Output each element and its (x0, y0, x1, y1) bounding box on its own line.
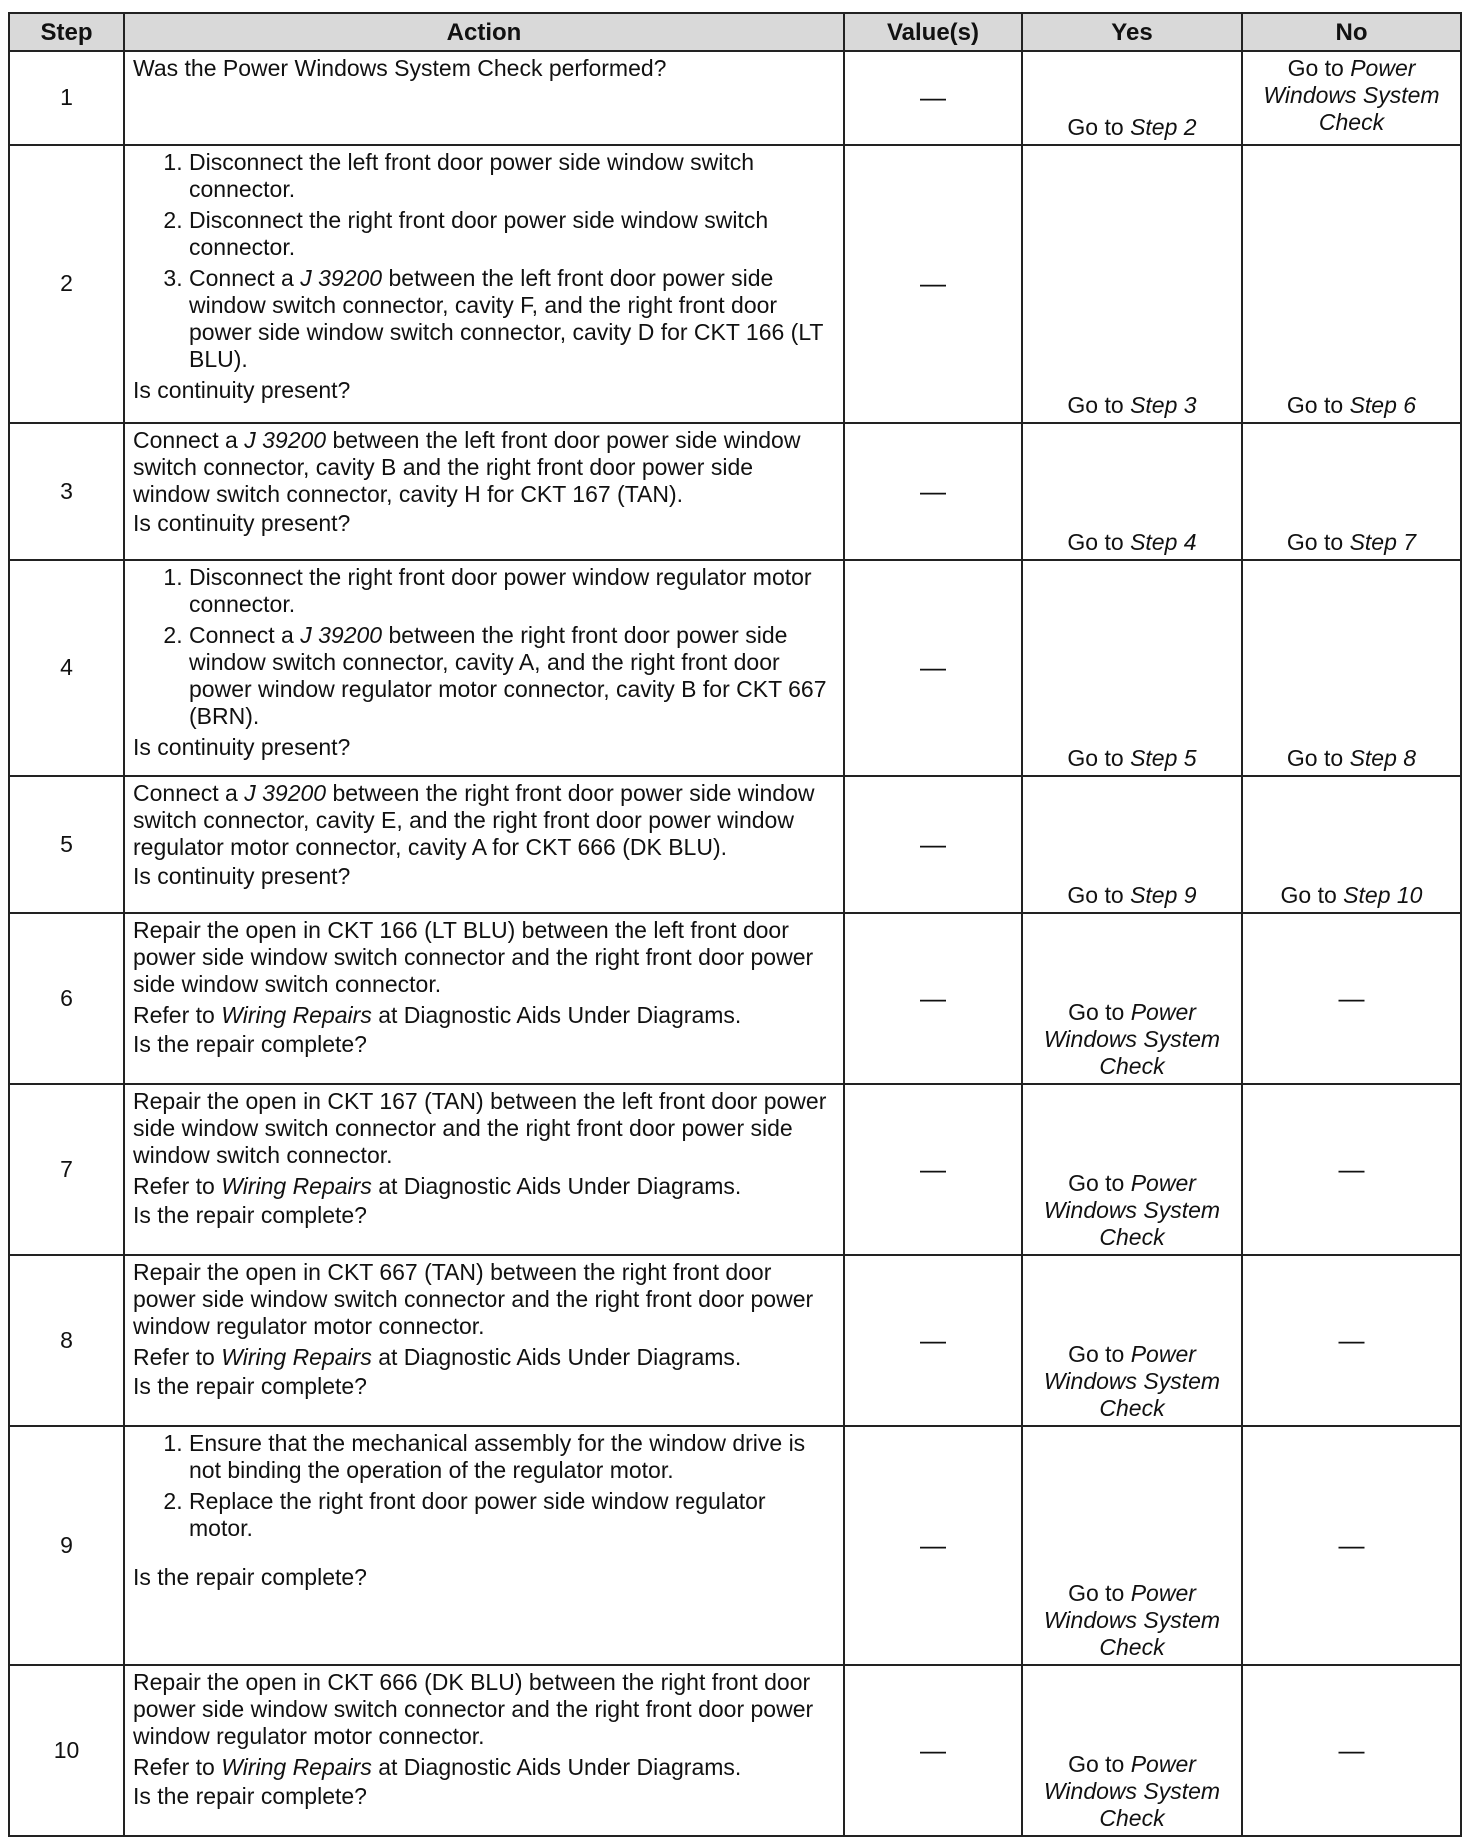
no-cell: Go to Step 10 (1242, 776, 1461, 913)
action-list (133, 1430, 835, 1542)
yes-link[interactable]: Power Windows System Check (1043, 1341, 1221, 1422)
action-item: 1. Ensure that the mechanical assembly for the window drive is not binding the operation of the regulator motor. (189, 1430, 835, 1484)
action-cell (124, 51, 844, 145)
value-cell: — (844, 1084, 1022, 1255)
step-number: 10 (9, 1665, 124, 1836)
table-row (9, 776, 1461, 913)
action-text: Repair the open in CKT 167 (TAN) between the left front door power side window switch connector and the right front door power side window switch connector. (133, 1088, 827, 1169)
question: Is the repair complete? (133, 1782, 367, 1809)
tool-name: J 39200 (300, 621, 383, 648)
action-text: Was the Power Windows System Check performed? (133, 55, 667, 81)
step-number: 1 (9, 51, 124, 145)
table-row (9, 1084, 1461, 1255)
yes-link[interactable]: Step 5 (1130, 745, 1197, 772)
action-cell (124, 1084, 844, 1255)
no-cell: Go to Step 7 (1242, 423, 1461, 560)
action-list (133, 564, 835, 730)
table-row (9, 51, 1461, 145)
step-number: 9 (9, 1426, 124, 1665)
no-cell: Go to Power Windows System Check (1242, 51, 1461, 145)
header-yes: Yes (1022, 13, 1242, 51)
yes-link[interactable]: Power Windows System Check (1043, 1751, 1221, 1831)
table-row (9, 423, 1461, 560)
value-cell: — (844, 1255, 1022, 1426)
yes-cell: Go to Power Windows System Check (1022, 1084, 1242, 1255)
action-text: Repair the open in CKT 166 (LT BLU) between the left front door power side window switch connector and the right front door power side window switch connector. (133, 917, 814, 998)
yes-link[interactable]: Step 3 (1130, 391, 1197, 418)
tool-name: J 39200 (244, 780, 327, 807)
action-cell (124, 1426, 844, 1665)
yes-cell: Go to Power Windows System Check (1022, 1426, 1242, 1665)
tool-name: J 39200 (300, 264, 383, 291)
yes-cell: Go to Power Windows System Check (1022, 1665, 1242, 1836)
yes-link[interactable]: Step 9 (1130, 882, 1197, 909)
header-values: Value(s) (844, 13, 1022, 51)
action-item: 2. Replace the right front door power side window regulator motor. (189, 1488, 835, 1542)
no-cell: Go to Step 6 (1242, 145, 1461, 423)
step-number: 7 (9, 1084, 124, 1255)
action-cell (124, 560, 844, 776)
refer-text: Refer to Wiring Repairs at Diagnostic Aids Under Diagrams. (133, 1753, 742, 1780)
no-cell: — (1242, 913, 1461, 1084)
header-step: Step (9, 13, 124, 51)
action-item: 2. Disconnect the right front door power side window switch connector. (189, 207, 835, 261)
step-number: 2 (9, 145, 124, 423)
action-cell (124, 913, 844, 1084)
yes-link[interactable]: Power Windows System Check (1043, 999, 1221, 1080)
yes-link[interactable]: Step 4 (1130, 528, 1197, 555)
table-row (9, 913, 1461, 1084)
action-cell (124, 776, 844, 913)
action-cell (124, 145, 844, 423)
question: Is continuity present? (133, 509, 351, 536)
action-cell (124, 1255, 844, 1426)
yes-cell: Go to Step 2 (1022, 51, 1242, 145)
no-link[interactable]: Step 8 (1349, 745, 1417, 772)
question: Is the repair complete? (133, 1202, 367, 1229)
action-item: 2. Connect a J 39200 between the right front door power side window switch connector, cavity A, and the right front door power window regulator motor connector, cavity B for CKT 667 (BRN). (189, 622, 835, 730)
action-cell (124, 1665, 844, 1836)
action-text: Connect a J 39200 between the right front door power side window switch connector, cavity E, and the right front door power window regulator motor connector, cavity A for CKT 666 (DK BLU). (133, 780, 815, 861)
yes-cell: Go to Step 4 (1022, 423, 1242, 560)
question: Is continuity present? (133, 863, 351, 890)
wiring-repairs-link[interactable]: Wiring Repairs (221, 1344, 372, 1371)
no-cell: Go to Step 8 (1242, 560, 1461, 776)
no-cell: — (1242, 1665, 1461, 1836)
wiring-repairs-link[interactable]: Wiring Repairs (221, 1002, 372, 1029)
step-number: 6 (9, 913, 124, 1084)
refer-text: Refer to Wiring Repairs at Diagnostic Aids Under Diagrams. (133, 1002, 742, 1029)
tool-name: J 39200 (244, 426, 327, 453)
yes-cell: Go to Step 9 (1022, 776, 1242, 913)
table-row (9, 1255, 1461, 1426)
refer-text: Refer to Wiring Repairs at Diagnostic Aids Under Diagrams. (133, 1344, 742, 1371)
action-item: 1. Disconnect the right front door power window regulator motor connector. (189, 564, 835, 618)
no-link[interactable]: Step 7 (1349, 528, 1417, 555)
question: Is continuity present? (133, 733, 351, 760)
no-link[interactable]: Step 10 (1343, 882, 1423, 909)
header-row (9, 13, 1461, 51)
no-link[interactable]: Power Windows System Check (1263, 55, 1440, 135)
yes-link[interactable]: Step 2 (1130, 113, 1197, 140)
question: Is the repair complete? (133, 1031, 367, 1058)
no-cell: — (1242, 1084, 1461, 1255)
table-row (9, 560, 1461, 776)
step-number: 5 (9, 776, 124, 913)
yes-link[interactable]: Power Windows System Check (1043, 1170, 1221, 1251)
step-number: 3 (9, 423, 124, 560)
no-cell: — (1242, 1426, 1461, 1665)
action-text: Repair the open in CKT 667 (TAN) between the right front door power side window switch connector and the right front door power window regulator motor connector. (133, 1259, 814, 1340)
table-row (9, 1426, 1461, 1665)
step-number: 4 (9, 560, 124, 776)
yes-cell: Go to Power Windows System Check (1022, 913, 1242, 1084)
action-text: Connect a J 39200 between the left front door power side window switch connector, cavity B and the right front door power side window switch connector, cavity H for CKT 167 (TAN). (133, 426, 801, 507)
step-number: 8 (9, 1255, 124, 1426)
table-row (9, 1665, 1461, 1836)
action-cell (124, 423, 844, 560)
no-cell: — (1242, 1255, 1461, 1426)
header-action: Action (124, 13, 844, 51)
action-item: 1. Disconnect the left front door power side window switch connector. (189, 149, 835, 203)
value-cell: — (844, 560, 1022, 776)
table-row (9, 145, 1461, 423)
value-cell: — (844, 51, 1022, 145)
question: Is continuity present? (133, 376, 351, 403)
value-cell: — (844, 913, 1022, 1084)
value-cell: — (844, 145, 1022, 423)
refer-text: Refer to Wiring Repairs at Diagnostic Aids Under Diagrams. (133, 1173, 742, 1200)
yes-cell: Go to Power Windows System Check (1022, 1255, 1242, 1426)
header-no: No (1242, 13, 1461, 51)
action-item: 3. Connect a J 39200 between the left front door power side window switch connector, cavity F, and the right front door power side window switch connector, cavity D for CKT 166 (LT BLU). (189, 265, 835, 373)
diagnostic-table (8, 12, 1462, 1837)
question: Is the repair complete? (133, 1373, 367, 1400)
value-cell: — (844, 776, 1022, 913)
value-cell: — (844, 423, 1022, 560)
no-link[interactable]: Step 6 (1349, 391, 1417, 418)
wiring-repairs-link[interactable]: Wiring Repairs (221, 1753, 372, 1780)
wiring-repairs-link[interactable]: Wiring Repairs (221, 1173, 372, 1200)
action-text: Repair the open in CKT 666 (DK BLU) between the right front door power side window switch connector and the right front door power window regulator motor connector. (133, 1668, 814, 1749)
action-list (133, 149, 835, 373)
value-cell: — (844, 1665, 1022, 1836)
question: Is the repair complete? (133, 1564, 367, 1591)
yes-cell: Go to Step 3 (1022, 145, 1242, 423)
yes-cell: Go to Step 5 (1022, 560, 1242, 776)
value-cell: — (844, 1426, 1022, 1665)
yes-link[interactable]: Power Windows System Check (1043, 1579, 1221, 1660)
